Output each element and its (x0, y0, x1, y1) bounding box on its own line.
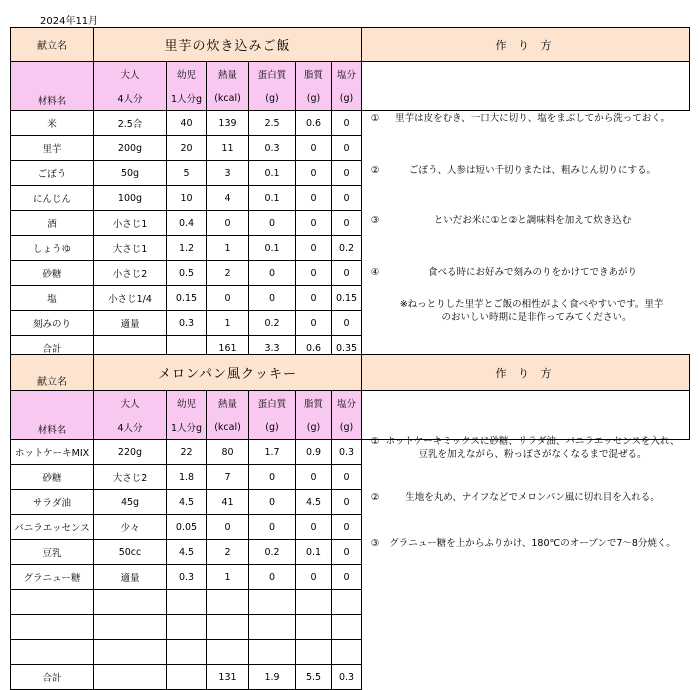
cell-fat (296, 640, 332, 665)
cell-salt (332, 615, 362, 640)
cell-salt: 0 (332, 211, 362, 236)
total-fat: 0.6 (296, 336, 332, 361)
cell-fat: 0.1 (296, 540, 332, 565)
cell-child: 0.3 (167, 311, 207, 336)
cell-protein: 0.2 (249, 311, 296, 336)
total-label: 合計 (11, 665, 94, 690)
cell-salt: 0 (332, 540, 362, 565)
cell-name: グラニュー糖 (11, 565, 94, 590)
cell-child (167, 615, 207, 640)
table-row (11, 236, 690, 261)
cell-child: 20 (167, 136, 207, 161)
cell-fat: 0.9 (296, 440, 332, 465)
cell-child (167, 640, 207, 665)
cell-protein: 0.1 (249, 236, 296, 261)
energy-unit: (kcal) (207, 86, 249, 111)
recipe-note: ※ねっとりした里芋とご飯の相性がよく食べやすいです。里芋 のおいしい時期に是非作ってみてください。 (399, 299, 664, 323)
cell-fat: 0 (296, 311, 332, 336)
cell-child: 1.8 (167, 465, 207, 490)
cell-protein: 0 (249, 565, 296, 590)
cell-fat: 0 (296, 515, 332, 540)
table-row (11, 186, 690, 211)
cell-kcal: 2 (207, 540, 249, 565)
cell-fat: 0 (296, 565, 332, 590)
method-header: 作 り 方 (362, 28, 690, 62)
ingredient-header: 材料名 (11, 391, 94, 440)
total-child (167, 665, 207, 690)
cell-salt: 0 (332, 565, 362, 590)
cell-name: 米 (11, 111, 94, 136)
fat-header: 脂質 (296, 62, 332, 87)
cell-kcal: 0 (207, 515, 249, 540)
total-protein: 3.3 (249, 336, 296, 361)
cell-child: 1.2 (167, 236, 207, 261)
cell-adult: 適量 (94, 311, 167, 336)
cell-salt: 0 (332, 515, 362, 540)
cell-fat: 0 (296, 186, 332, 211)
cell-child: 0.05 (167, 515, 207, 540)
child-header: 幼児 (167, 391, 207, 416)
cell-protein: 0 (249, 515, 296, 540)
cell-child: 5 (167, 161, 207, 186)
energy-unit: (kcal) (207, 415, 249, 440)
cell-protein: 0 (249, 261, 296, 286)
fat-unit: (g) (296, 86, 332, 111)
cell-salt (332, 590, 362, 615)
cell-name: 砂糖 (11, 465, 94, 490)
cell-name: 刻みのり (11, 311, 94, 336)
adult-header: 大人 (94, 62, 167, 87)
total-salt: 0.3 (332, 665, 362, 690)
method-header: 作 り 方 (362, 355, 690, 391)
cell-kcal: 7 (207, 465, 249, 490)
cell-child: 4.5 (167, 490, 207, 515)
cell-kcal: 2 (207, 261, 249, 286)
cell-kcal: 0 (207, 286, 249, 311)
total-label: 合計 (11, 336, 94, 361)
cell-salt: 0 (332, 186, 362, 211)
cell-fat: 0 (296, 136, 332, 161)
cell-protein: 2.5 (249, 111, 296, 136)
cell-kcal: 139 (207, 111, 249, 136)
cell-fat: 0 (296, 161, 332, 186)
step: ③ グラニュー糖を上からふりかけ、180℃のオーブンで7～8分焼く。 (370, 538, 676, 549)
cell-adult: 大さじ2 (94, 465, 167, 490)
cell-salt: 0 (332, 311, 362, 336)
cell-protein (249, 590, 296, 615)
salt-header: 塩分 (332, 62, 362, 87)
cell-kcal: 1 (207, 236, 249, 261)
recipe-title: 里芋の炊き込みご飯 (94, 28, 362, 62)
protein-header: 蛋白質 (249, 62, 296, 87)
step: ① ホットケーキミックスに砂糖、サラダ油、バニラエッセンスを入れ、豆乳を加えながら、粉っぽさがなくなるまで混ぜる。 (370, 436, 680, 460)
cell-name (11, 640, 94, 665)
cell-protein (249, 640, 296, 665)
child-sub-header: 1人分g (167, 415, 207, 440)
table-row (11, 640, 690, 665)
cell-kcal: 1 (207, 565, 249, 590)
cell-adult: 大さじ1 (94, 236, 167, 261)
child-header: 幼児 (167, 62, 207, 87)
cell-adult: 少々 (94, 515, 167, 540)
cell-fat: 4.5 (296, 490, 332, 515)
protein-unit: (g) (249, 86, 296, 111)
salt-header: 塩分 (332, 391, 362, 416)
cell-name: しょうゆ (11, 236, 94, 261)
step: ② ごぼう、人参は短い千切りまたは、粗みじん切りにする。 (370, 165, 657, 176)
cell-protein: 0 (249, 286, 296, 311)
cell-salt (332, 640, 362, 665)
menu-name-label: 献立名 (11, 28, 94, 62)
adult-sub-header: 4人分 (94, 86, 167, 111)
cell-kcal: 41 (207, 490, 249, 515)
cell-salt: 0.2 (332, 236, 362, 261)
cell-salt: 0 (332, 161, 362, 186)
child-sub-header: 1人分g (167, 86, 207, 111)
step: ④ 食べる時にお好みで刻みのりをかけてできあがり (370, 267, 638, 278)
table-row (11, 515, 690, 540)
cell-name: ごぼう (11, 161, 94, 186)
cell-name: バニラエッセンス (11, 515, 94, 540)
cell-child: 0.5 (167, 261, 207, 286)
cell-name: にんじん (11, 186, 94, 211)
step: ② 生地を丸め、ナイフなどでメロンパン風に切れ目を入れる。 (370, 492, 660, 503)
energy-header: 熱量 (207, 62, 249, 87)
salt-unit: (g) (332, 86, 362, 111)
method-cell-2 (362, 391, 690, 549)
total-salt: 0.35 (332, 336, 362, 361)
fat-header: 脂質 (296, 391, 332, 416)
step: ① 里芋は皮をむき、一口大に切り、塩をまぶしてから洗っておく。 (370, 113, 671, 124)
cell-protein: 1.7 (249, 440, 296, 465)
cell-salt: 0 (332, 490, 362, 515)
cell-salt: 0 (332, 111, 362, 136)
cell-name: 豆乳 (11, 540, 94, 565)
total-kcal: 131 (207, 665, 249, 690)
cell-fat: 0 (296, 236, 332, 261)
cell-adult: 適量 (94, 565, 167, 590)
cell-adult: 200g (94, 136, 167, 161)
step: ③ といだお米に①と②と調味料を加えて炊き込む (370, 215, 632, 226)
cell-kcal: 11 (207, 136, 249, 161)
cell-protein: 0.1 (249, 161, 296, 186)
table-row (11, 465, 690, 490)
cell-kcal: 80 (207, 440, 249, 465)
cell-kcal: 1 (207, 311, 249, 336)
cell-kcal: 4 (207, 186, 249, 211)
cell-fat: 0.6 (296, 111, 332, 136)
protein-unit: (g) (249, 415, 296, 440)
energy-header: 熱量 (207, 391, 249, 416)
total-kcal: 161 (207, 336, 249, 361)
cell-adult: 小さじ2 (94, 261, 167, 286)
cell-adult: 小さじ1/4 (94, 286, 167, 311)
cell-fat: 0 (296, 286, 332, 311)
cell-name: サラダ油 (11, 490, 94, 515)
cell-protein (249, 615, 296, 640)
cell-child: 22 (167, 440, 207, 465)
cell-child: 4.5 (167, 540, 207, 565)
cell-adult: 45g (94, 490, 167, 515)
fat-unit: (g) (296, 415, 332, 440)
cell-fat: 0 (296, 465, 332, 490)
cell-adult: 50g (94, 161, 167, 186)
cell-salt: 0 (332, 136, 362, 161)
cell-adult (94, 615, 167, 640)
total-fat: 5.5 (296, 665, 332, 690)
table-row (11, 565, 690, 590)
cell-name: 酒 (11, 211, 94, 236)
cell-name: 里芋 (11, 136, 94, 161)
total-protein: 1.9 (249, 665, 296, 690)
table-row (11, 590, 690, 615)
salt-unit: (g) (332, 415, 362, 440)
protein-header: 蛋白質 (249, 391, 296, 416)
cell-name: ホットケーキMIX (11, 440, 94, 465)
total-adult (94, 665, 167, 690)
menu-name-label: 献立名 (11, 355, 94, 391)
cell-kcal: 3 (207, 161, 249, 186)
cell-kcal (207, 615, 249, 640)
cell-child: 0.3 (167, 565, 207, 590)
cell-adult (94, 590, 167, 615)
cell-adult: 100g (94, 186, 167, 211)
cell-child: 10 (167, 186, 207, 211)
method-cell-1 (362, 62, 690, 323)
cell-adult: 50cc (94, 540, 167, 565)
table-row (11, 615, 690, 640)
adult-sub-header: 4人分 (94, 415, 167, 440)
cell-child: 0.4 (167, 211, 207, 236)
cell-protein: 0.1 (249, 186, 296, 211)
cell-adult: 220g (94, 440, 167, 465)
cell-protein: 0.2 (249, 540, 296, 565)
cell-name (11, 615, 94, 640)
cell-salt: 0.3 (332, 440, 362, 465)
date-label: 2024年11月 (40, 16, 99, 27)
cell-fat: 0 (296, 211, 332, 236)
cell-salt: 0.15 (332, 286, 362, 311)
cell-adult: 2.5合 (94, 111, 167, 136)
cell-fat: 0 (296, 261, 332, 286)
cell-name (11, 590, 94, 615)
cell-kcal (207, 640, 249, 665)
cell-kcal (207, 590, 249, 615)
cell-child: 40 (167, 111, 207, 136)
cell-adult: 小さじ1 (94, 211, 167, 236)
cell-fat (296, 615, 332, 640)
recipe-table-1 (10, 27, 690, 361)
recipe-table-2 (10, 354, 690, 690)
cell-salt: 0 (332, 261, 362, 286)
cell-child: 0.15 (167, 286, 207, 311)
cell-protein: 0 (249, 211, 296, 236)
ingredient-header: 材料名 (11, 62, 94, 111)
table-row (11, 136, 690, 161)
cell-protein: 0.3 (249, 136, 296, 161)
cell-fat (296, 590, 332, 615)
cell-protein: 0 (249, 465, 296, 490)
cell-adult (94, 640, 167, 665)
cell-name: 塩 (11, 286, 94, 311)
cell-name: 砂糖 (11, 261, 94, 286)
cell-kcal: 0 (207, 211, 249, 236)
adult-header: 大人 (94, 391, 167, 416)
cell-protein: 0 (249, 490, 296, 515)
recipe-title: メロンパン風クッキー (94, 355, 362, 391)
cell-child (167, 590, 207, 615)
cell-salt: 0 (332, 465, 362, 490)
